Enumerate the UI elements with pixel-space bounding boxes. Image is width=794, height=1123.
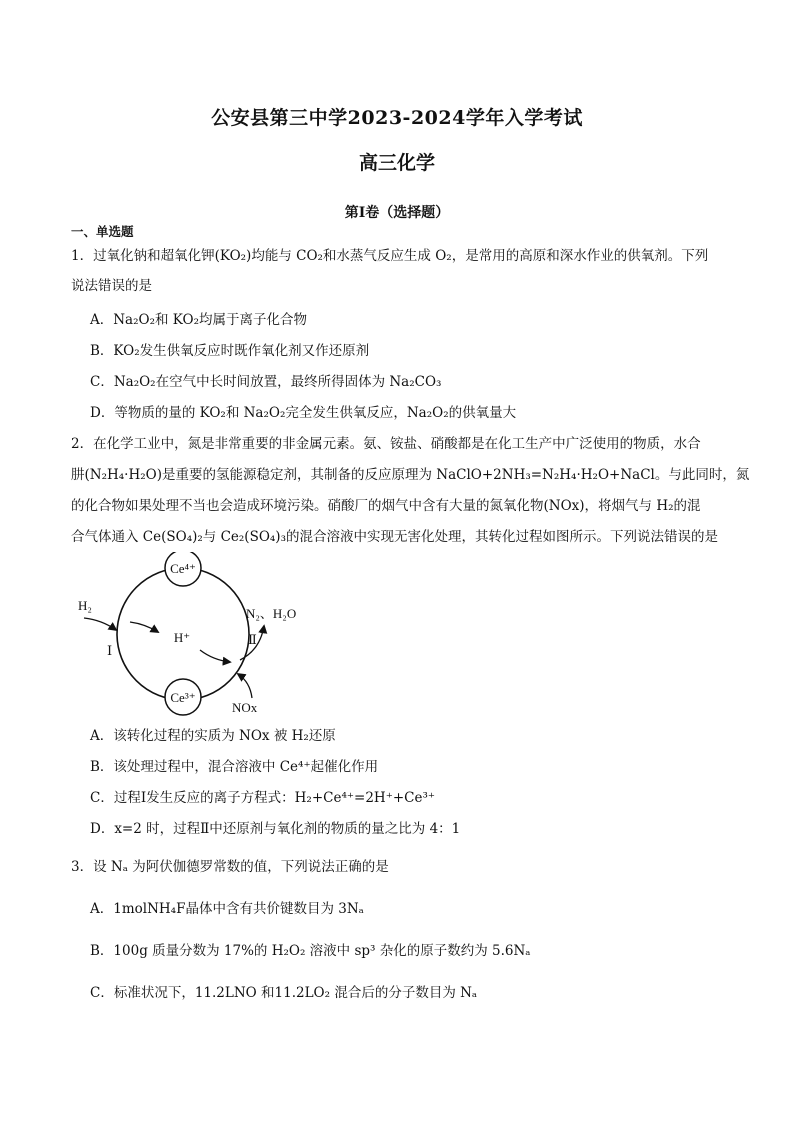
q3-option-a: A．1molNH₄F晶体中含有共价键数目为 3Nₐ	[90, 901, 364, 917]
q2-stem-line-2: 肼(N₂H₄·H₂O)是重要的氢能源稳定剂，其制备的反应原理为 NaClO+2NH₃=N₂H₄·H₂O+NaCl。与此同时，氮	[71, 467, 750, 483]
q1-stem-line-2: 说法错误的是	[71, 278, 152, 294]
ce4-label: Ce⁴⁺	[170, 561, 196, 576]
q2-option-c: C．过程Ⅰ发生反应的离子方程式：H₂+Ce⁴⁺=2H⁺+Ce³⁺	[90, 790, 435, 806]
q1-option-c: C．Na₂O₂在空气中长时间放置，最终所得固体为 Na₂CO₃	[90, 374, 442, 390]
q1-option-b: B．KO₂发生供氧反应时既作氧化剂又作还原剂	[90, 343, 370, 359]
q1-stem-line-1: 1．过氧化钠和超氧化钾(KO₂)均能与 CO₂和水蒸气反应生成 O₂，是常用的高原和深水作业的供氧剂。下列	[71, 248, 709, 264]
inner-arrow-2-icon	[200, 650, 230, 662]
nox-in-arrow-icon	[238, 674, 252, 698]
q2-option-a: A．该转化过程的实质为 NOx 被 H₂还原	[90, 728, 336, 744]
q2-stem-line-1: 2．在化学工业中，氮是非常重要的非金属元素。氨、铵盐、硝酸都是在化工生产中广泛使用的物质，水合	[71, 436, 701, 452]
exam-title: 公安县第三中学2023-2024学年入学考试	[211, 107, 583, 129]
inner-arrow-1-icon	[130, 622, 158, 632]
products-label: N₂、H₂O	[246, 606, 297, 621]
q2-stem-line-4: 合气体通入 Ce(SO₄)₂与 Ce₂(SO₄)₃的混合溶液中实现无害化处理，其转化过程如图所示。下列说法错误的是	[71, 529, 718, 545]
q2-option-b: B．该处理过程中，混合溶液中 Ce⁴⁺起催化作用	[90, 759, 379, 775]
q2-stem-line-3: 的化合物如果处理不当也会造成环境污染。硝酸厂的烟气中含有大量的氮氧化物(NOx)，将烟气与 H₂的混	[71, 498, 701, 514]
subject-title: 高三化学	[358, 152, 435, 174]
q3-option-b: B．100g 质量分数为 17%的 H₂O₂ 溶液中 sp³ 杂化的原子数约为 5.6Nₐ	[90, 943, 531, 959]
ce3-label: Ce³⁺	[170, 690, 196, 705]
q3-stem-line-1: 3．设 Nₐ 为阿伏伽德罗常数的值，下列说法正确的是	[71, 859, 389, 875]
part-title: 第Ⅰ卷（选择题）	[344, 205, 450, 221]
q2-option-d: D．x=2 时，过程Ⅱ中还原剂与氧化剂的物质的量之比为 4：1	[90, 821, 461, 837]
ce-cycle-diagram	[70, 552, 330, 720]
section-heading: 一、单选题	[71, 224, 134, 239]
h2-in-arrow-icon	[84, 618, 116, 630]
q1-option-d: D．等物质的量的 KO₂和 Na₂O₂完全发生供氧反应，Na₂O₂的供氧量大	[90, 405, 517, 421]
q1-option-a: A．Na₂O₂和 KO₂均属于离子化合物	[90, 312, 307, 328]
nox-label: NOx	[232, 700, 258, 715]
step-1-label: Ⅰ	[107, 643, 113, 658]
h2-label: H₂	[78, 598, 92, 613]
q3-option-c: C．标准状况下，11.2LNO 和11.2LO₂ 混合后的分子数目为 Nₐ	[90, 985, 478, 1001]
step-2-label: Ⅱ	[248, 632, 257, 647]
hplus-label: H⁺	[173, 630, 191, 645]
